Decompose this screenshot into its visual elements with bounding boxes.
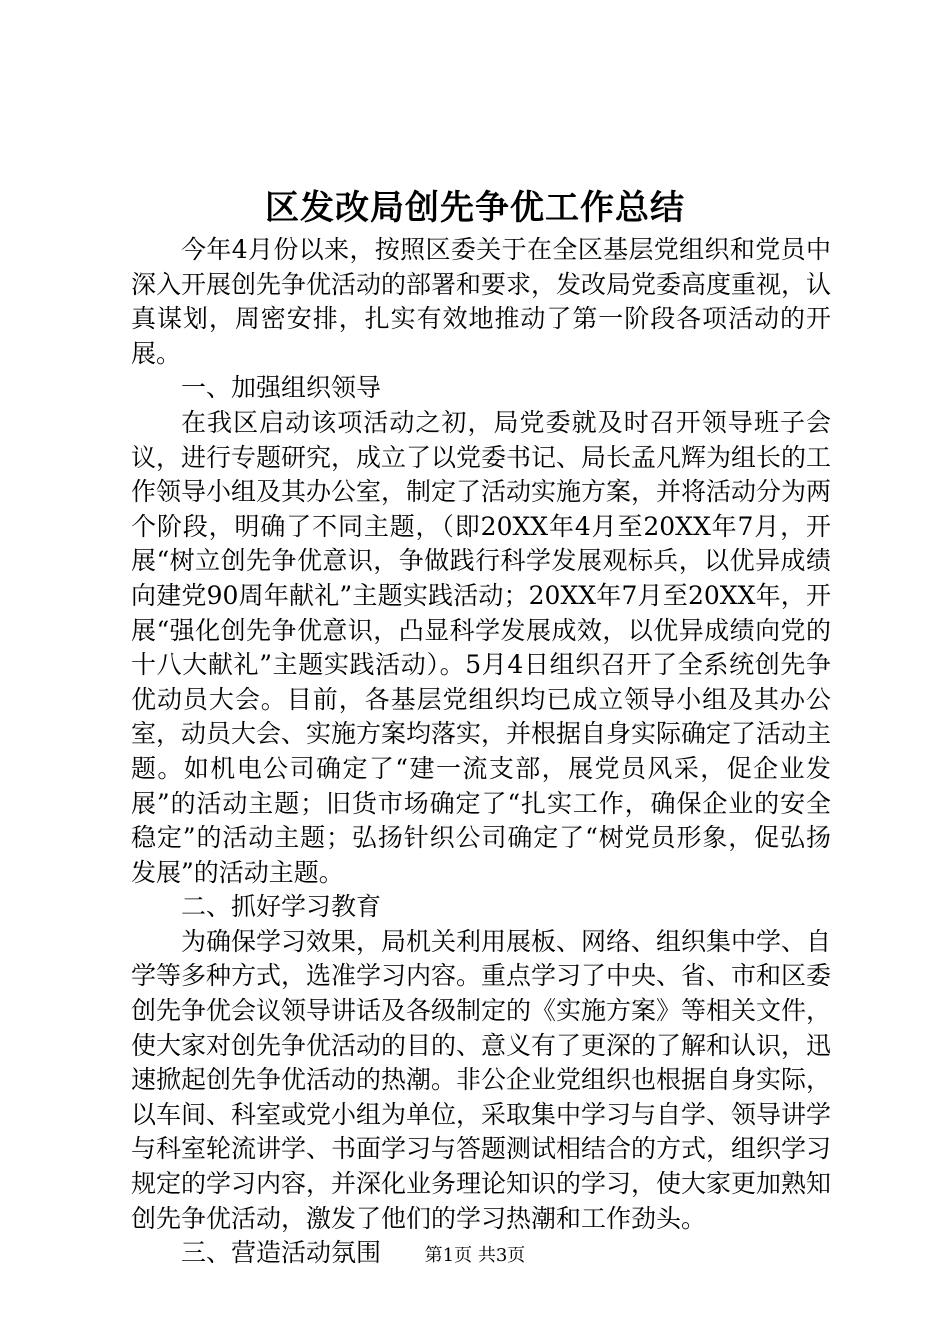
document-body [131,233,831,1271]
intro-paragraph: 今年4月份以来，按照区委关于在全区基层党组织和党员中深入开展创先争优活动的部署和要求，发改局党委高度重视，认真谋划，周密安排，扎实有效地推动了第一阶段各项活动的开展。 [131,235,832,368]
section-heading-2: 二、抓好学习教育 [181,892,382,922]
section-body-2: 为确保学习效果，局机关利用展板、网络、组织集中学、自学等多种方式，选准学习内容。重点学习了中央、省、市和区委创先争优会议领导讲话及各级制定的《实施方案》等相关文件，使大家对创先争优活动的目的、意义有了更深的了解和认识，迅速掀起创先争优活动的热潮。非公企业党组织也根据自身实际，以车间、科室或党小组为单位，采取集中学习与自学、领导讲学与科室轮流讲学、书面学习与答题测试相结合的方式，组织学习规定的学习内容，并深化业务理论知识的学习，使大家更加熟知创先争优活动，激发了他们的学习热潮和工作劲头。 [131,926,832,1233]
section-body-1: 在我区启动该项活动之初，局党委就及时召开领导班子会议，进行专题研究，成立了以党委书记、局长孟凡辉为组长的工作领导小组及其办公室，制定了活动实施方案，并将活动分为两个阶段，明确了不同主题，（即20XX年4月至20XX年7月，开展“树立创先争优意识，争做践行科学发展观标兵，以优异成绩向建党90周年献礼”主题实践活动；20XX年7月至20XX年，开展“强化创先争优意识，凸显科学发展成效，以优异成绩向党的十八大献礼”主题实践活动）。5月4日组织召开了全系统创先争优动员大会。目前，各基层党组织均已成立领导小组及其办公室，动员大会、实施方案均落实，并根据自身实际确定了活动主题。如机电公司确定了“建一流支部，展党员风采，促企业发展”的活动主题；旧货市场确定了“扎实工作，确保企业的安全稳定”的活动主题；弘扬针织公司确定了“树党员形象，促弘扬发展”的活动主题。 [131,407,832,887]
document-title: 区发改局创先争优工作总结 [265,188,685,228]
section-heading-1: 一、加强组织领导 [181,373,382,403]
section-heading-3: 三、营造活动氛围 [181,1238,382,1268]
page-footer: 第1页 共3页 [424,1245,526,1266]
